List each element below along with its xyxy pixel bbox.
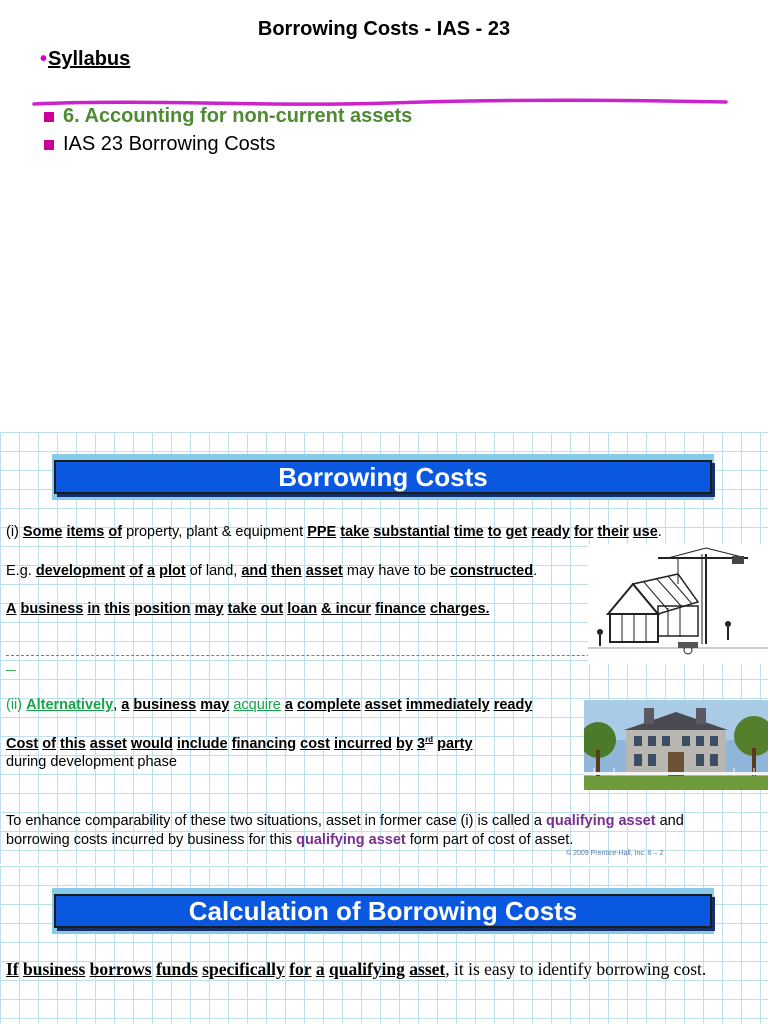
slide-heading: Calculation of Borrowing Costs	[54, 894, 712, 928]
text-line-comparability: To enhance comparability of these two situations, asset in former case (i) is called a qualifying asset and	[6, 813, 684, 829]
bullet-dot-icon: •	[40, 48, 48, 70]
construction-illustration-icon	[588, 544, 768, 664]
paragraph-calculation: If business borrows funds specifically for a qualifying asset, it is easy to identify borrowing cost.	[6, 959, 707, 979]
syllabus-label	[40, 48, 130, 71]
term-qualifying-asset: qualifying asset	[296, 832, 406, 848]
text-line-alternatively: (ii) Alternatively, a business may acquire a complete asset immediately ready	[6, 697, 533, 713]
slide-calculation	[0, 866, 768, 1024]
text-line-business: A business in this position may take out loan & incur finance charges.	[6, 601, 490, 617]
dashed-separator-tail	[6, 670, 16, 671]
text-line-development-phase: during development phase	[6, 754, 177, 770]
title-band	[52, 888, 714, 934]
mansion-photo-icon	[584, 700, 768, 790]
bullet-text: 6. Accounting for non-current assets	[63, 105, 413, 127]
slide-heading: Borrowing Costs	[54, 460, 712, 494]
bullet-item	[44, 133, 275, 156]
syllabus-text: Syllabus	[48, 48, 131, 70]
text-line-cost: Cost of this asset would include financing cost incurred by 3rd party	[6, 735, 473, 752]
slide-borrowing-costs	[0, 432, 768, 864]
term-qualifying-asset: qualifying asset	[545, 813, 656, 829]
square-bullet-icon	[44, 140, 54, 150]
bullet-text: IAS 23 Borrowing Costs	[63, 133, 276, 155]
text-line-borrowing: borrowing costs incurred by business for this qualifying asset form part of cost of asset.	[6, 832, 574, 848]
bullet-item	[44, 105, 412, 128]
text-line-example: E.g. development of a plot of land, and then asset may have to be constructed.	[6, 563, 538, 579]
copyright-note: © 2009 Prentice-Hall, Inc. 6 – 2	[566, 850, 664, 857]
slide-syllabus	[0, 0, 768, 430]
square-bullet-icon	[44, 112, 54, 122]
text-line-ppe: (i) Some items of property, plant & equipment PPE take substantial time to get ready for their use.	[6, 524, 662, 540]
slide-title: Borrowing Costs - IAS - 23	[257, 18, 511, 40]
title-band	[52, 454, 714, 500]
